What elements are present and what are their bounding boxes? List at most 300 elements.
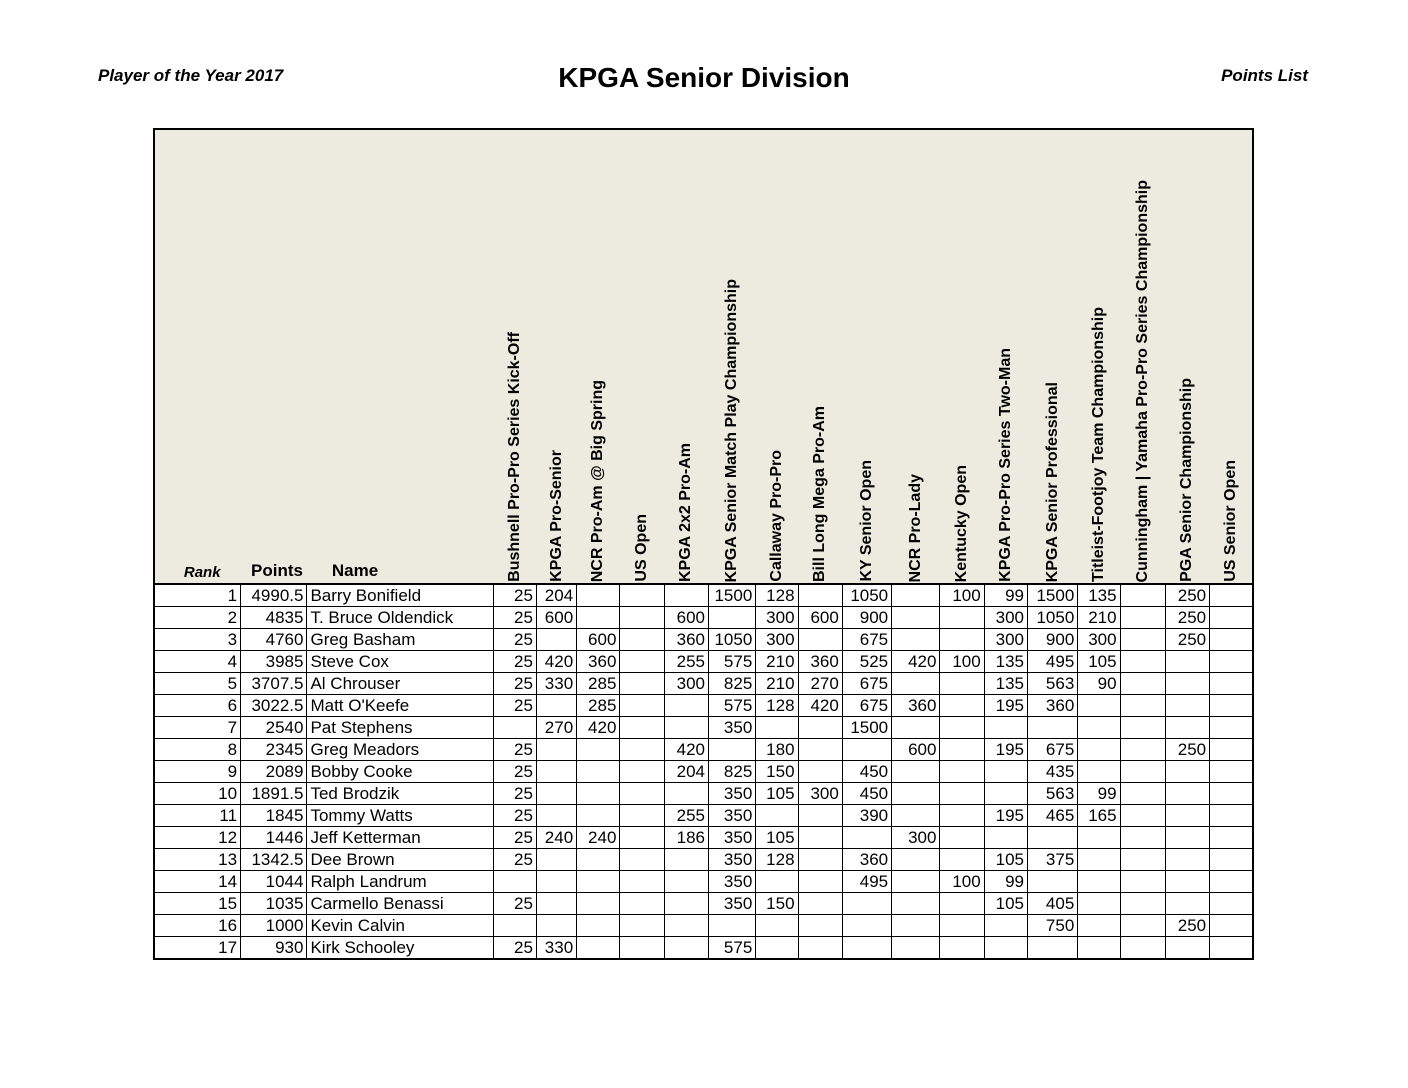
table-row xyxy=(154,893,1253,915)
score-cell: 600 xyxy=(664,607,708,629)
points-cell: 2345 xyxy=(241,739,307,761)
score-cell: 270 xyxy=(536,717,576,739)
score-cell xyxy=(756,717,798,739)
points-cell: 1035 xyxy=(241,893,307,915)
rank-cell: 3 xyxy=(154,629,241,651)
score-cell xyxy=(1210,805,1253,827)
score-cell xyxy=(892,849,940,871)
score-cell xyxy=(984,717,1027,739)
score-cell xyxy=(620,827,664,849)
page-title: KPGA Senior Division xyxy=(558,62,850,93)
score-cell xyxy=(1165,673,1209,695)
score-cell: 99 xyxy=(984,871,1027,893)
table-header-row xyxy=(154,129,1253,584)
score-cell: 675 xyxy=(1027,739,1077,761)
score-cell: 1500 xyxy=(708,584,755,607)
rank-cell: 14 xyxy=(154,871,241,893)
event-column-label: NCR Pro-Lady xyxy=(906,473,924,582)
score-cell xyxy=(1165,761,1209,783)
score-cell xyxy=(1165,783,1209,805)
score-cell: 135 xyxy=(984,651,1027,673)
score-cell: 450 xyxy=(842,783,891,805)
score-cell: 360 xyxy=(577,651,620,673)
score-cell xyxy=(1120,695,1165,717)
score-cell xyxy=(664,717,708,739)
points-cell: 2089 xyxy=(241,761,307,783)
score-cell xyxy=(1165,937,1209,960)
player-name-cell: Barry Bonifield xyxy=(307,584,493,607)
score-cell xyxy=(940,717,984,739)
score-cell xyxy=(536,783,576,805)
score-cell: 300 xyxy=(984,607,1027,629)
score-cell: 250 xyxy=(1165,629,1209,651)
score-cell xyxy=(664,783,708,805)
score-cell: 575 xyxy=(708,937,755,960)
score-cell xyxy=(1027,827,1077,849)
score-cell: 99 xyxy=(984,584,1027,607)
score-cell xyxy=(1120,651,1165,673)
player-name-cell: Greg Basham xyxy=(307,629,493,651)
score-cell xyxy=(620,805,664,827)
table-row xyxy=(154,739,1253,761)
score-cell xyxy=(798,893,842,915)
score-cell xyxy=(1027,717,1077,739)
score-cell xyxy=(1165,695,1209,717)
score-cell: 563 xyxy=(1027,783,1077,805)
event-column-header xyxy=(1165,129,1209,584)
points-cell: 1891.5 xyxy=(241,783,307,805)
score-cell xyxy=(940,805,984,827)
score-cell: 360 xyxy=(842,849,891,871)
score-cell xyxy=(1210,937,1253,960)
score-cell xyxy=(940,915,984,937)
score-cell: 405 xyxy=(1027,893,1077,915)
score-cell: 300 xyxy=(892,827,940,849)
score-cell: 150 xyxy=(756,893,798,915)
score-cell xyxy=(798,629,842,651)
score-cell: 210 xyxy=(1078,607,1120,629)
score-cell xyxy=(577,584,620,607)
score-cell xyxy=(842,893,891,915)
score-cell xyxy=(1078,761,1120,783)
score-cell xyxy=(940,849,984,871)
event-column-label: Bill Long Mega Pro-Am xyxy=(811,406,829,582)
score-cell xyxy=(1210,739,1253,761)
event-column-label: Kentucky Open xyxy=(953,464,971,582)
player-name-cell: Ralph Landrum xyxy=(307,871,493,893)
score-cell: 360 xyxy=(1027,695,1077,717)
score-cell: 99 xyxy=(1078,783,1120,805)
event-column-label: Titleist-Footjoy Team Championship xyxy=(1089,307,1107,582)
score-cell: 204 xyxy=(536,584,576,607)
score-cell xyxy=(1120,937,1165,960)
event-column-label: US Open xyxy=(633,514,651,582)
score-cell xyxy=(1210,761,1253,783)
score-cell: 25 xyxy=(493,849,536,871)
score-cell xyxy=(842,827,891,849)
score-cell: 240 xyxy=(536,827,576,849)
points-cell: 2540 xyxy=(241,717,307,739)
score-cell xyxy=(708,739,755,761)
score-cell: 105 xyxy=(1078,651,1120,673)
score-cell xyxy=(798,871,842,893)
score-cell xyxy=(1078,827,1120,849)
score-cell: 25 xyxy=(493,629,536,651)
score-cell xyxy=(577,871,620,893)
score-cell xyxy=(892,915,940,937)
rank-cell: 13 xyxy=(154,849,241,871)
score-cell: 25 xyxy=(493,584,536,607)
points-column-header: Points xyxy=(241,129,307,584)
table-row xyxy=(154,607,1253,629)
score-cell: 450 xyxy=(842,761,891,783)
rank-cell: 11 xyxy=(154,805,241,827)
report-type-label: Points List xyxy=(1221,66,1308,85)
event-column-label: NCR Pro-Am @ Big Spring xyxy=(589,379,607,582)
score-cell xyxy=(536,739,576,761)
score-cell: 600 xyxy=(892,739,940,761)
score-cell: 128 xyxy=(756,849,798,871)
score-cell xyxy=(620,673,664,695)
score-cell xyxy=(1120,629,1165,651)
score-cell xyxy=(1210,673,1253,695)
score-cell xyxy=(798,584,842,607)
score-cell xyxy=(1120,717,1165,739)
score-cell xyxy=(842,915,891,937)
score-cell: 250 xyxy=(1165,915,1209,937)
score-cell xyxy=(664,849,708,871)
score-cell: 150 xyxy=(756,761,798,783)
score-cell xyxy=(577,783,620,805)
score-cell xyxy=(1165,827,1209,849)
score-cell xyxy=(664,695,708,717)
score-cell xyxy=(577,607,620,629)
score-cell: 375 xyxy=(1027,849,1077,871)
event-column-header xyxy=(1078,129,1120,584)
event-column-header xyxy=(708,129,755,584)
event-column-label: Bushnell Pro-Pro Series Kick-Off xyxy=(505,332,523,582)
score-cell xyxy=(1120,915,1165,937)
score-cell: 250 xyxy=(1165,739,1209,761)
score-cell xyxy=(1165,651,1209,673)
report-subtitle: Player of the Year 2017 xyxy=(98,66,284,85)
event-column-header xyxy=(620,129,664,584)
score-cell: 525 xyxy=(842,651,891,673)
score-cell xyxy=(620,915,664,937)
score-cell: 1050 xyxy=(708,629,755,651)
score-cell: 25 xyxy=(493,893,536,915)
score-cell: 100 xyxy=(940,584,984,607)
score-cell: 25 xyxy=(493,937,536,960)
score-cell: 105 xyxy=(756,827,798,849)
event-column-header xyxy=(892,129,940,584)
score-cell xyxy=(892,783,940,805)
score-cell xyxy=(798,937,842,960)
score-cell xyxy=(940,893,984,915)
score-cell: 195 xyxy=(984,739,1027,761)
score-cell: 360 xyxy=(798,651,842,673)
player-name-cell: Greg Meadors xyxy=(307,739,493,761)
score-cell xyxy=(1120,584,1165,607)
score-cell: 575 xyxy=(708,651,755,673)
event-column-header xyxy=(984,129,1027,584)
score-cell xyxy=(1027,871,1077,893)
score-cell xyxy=(1165,849,1209,871)
score-cell xyxy=(620,607,664,629)
score-cell xyxy=(1165,871,1209,893)
score-cell xyxy=(1078,695,1120,717)
score-cell: 25 xyxy=(493,783,536,805)
score-cell xyxy=(536,805,576,827)
table-row xyxy=(154,871,1253,893)
score-cell xyxy=(1120,783,1165,805)
score-cell: 180 xyxy=(756,739,798,761)
table-row xyxy=(154,937,1253,960)
score-cell xyxy=(892,871,940,893)
score-cell xyxy=(940,937,984,960)
table-row xyxy=(154,717,1253,739)
player-name-cell: Bobby Cooke xyxy=(307,761,493,783)
score-cell: 900 xyxy=(1027,629,1077,651)
table-row xyxy=(154,849,1253,871)
score-cell xyxy=(536,849,576,871)
score-cell xyxy=(664,915,708,937)
score-cell: 1500 xyxy=(842,717,891,739)
score-cell xyxy=(577,849,620,871)
event-column-header xyxy=(536,129,576,584)
score-cell xyxy=(1210,651,1253,673)
score-cell: 300 xyxy=(756,629,798,651)
score-cell: 25 xyxy=(493,673,536,695)
score-cell: 210 xyxy=(756,673,798,695)
points-cell: 1000 xyxy=(241,915,307,937)
event-column-label: US Senior Open xyxy=(1221,460,1239,582)
score-cell xyxy=(940,673,984,695)
score-cell: 495 xyxy=(1027,651,1077,673)
score-cell: 25 xyxy=(493,651,536,673)
score-cell: 25 xyxy=(493,827,536,849)
score-cell xyxy=(708,915,755,937)
score-cell: 25 xyxy=(493,695,536,717)
score-cell xyxy=(1120,893,1165,915)
score-cell xyxy=(1210,827,1253,849)
table-row xyxy=(154,629,1253,651)
score-cell: 563 xyxy=(1027,673,1077,695)
event-column-header xyxy=(1120,129,1165,584)
score-cell xyxy=(892,629,940,651)
score-cell: 25 xyxy=(493,607,536,629)
event-column-label: Cunningham | Yamaha Pro-Pro Series Championship xyxy=(1133,179,1151,582)
score-cell: 600 xyxy=(798,607,842,629)
score-cell xyxy=(892,717,940,739)
score-cell xyxy=(798,717,842,739)
score-cell xyxy=(892,937,940,960)
score-cell: 330 xyxy=(536,937,576,960)
score-cell: 1500 xyxy=(1027,584,1077,607)
score-cell: 435 xyxy=(1027,761,1077,783)
event-column-label: KPGA Pro-Senior xyxy=(547,450,565,582)
score-cell: 495 xyxy=(842,871,891,893)
score-cell xyxy=(984,827,1027,849)
event-column-header xyxy=(664,129,708,584)
score-cell: 25 xyxy=(493,739,536,761)
score-cell xyxy=(1120,739,1165,761)
score-cell xyxy=(1078,739,1120,761)
score-cell xyxy=(1078,849,1120,871)
score-cell xyxy=(577,761,620,783)
score-cell xyxy=(892,805,940,827)
score-cell xyxy=(984,783,1027,805)
score-cell xyxy=(536,629,576,651)
rank-cell: 5 xyxy=(154,673,241,695)
score-cell: 204 xyxy=(664,761,708,783)
score-cell: 300 xyxy=(798,783,842,805)
player-name-cell: Kevin Calvin xyxy=(307,915,493,937)
score-cell xyxy=(620,893,664,915)
score-cell: 128 xyxy=(756,584,798,607)
points-cell: 1446 xyxy=(241,827,307,849)
event-column-label: PGA Senior Championship xyxy=(1178,378,1196,582)
score-cell: 350 xyxy=(708,717,755,739)
player-name-cell: Pat Stephens xyxy=(307,717,493,739)
score-cell xyxy=(798,739,842,761)
score-cell: 300 xyxy=(984,629,1027,651)
rank-cell: 2 xyxy=(154,607,241,629)
score-cell: 350 xyxy=(708,871,755,893)
score-cell xyxy=(940,761,984,783)
score-cell xyxy=(536,893,576,915)
score-cell xyxy=(1120,827,1165,849)
score-cell xyxy=(620,739,664,761)
score-cell: 100 xyxy=(940,651,984,673)
score-cell xyxy=(1120,673,1165,695)
score-cell xyxy=(984,915,1027,937)
event-column-label: Callaway Pro-Pro xyxy=(767,450,785,582)
points-cell: 1044 xyxy=(241,871,307,893)
score-cell: 128 xyxy=(756,695,798,717)
rank-cell: 10 xyxy=(154,783,241,805)
score-cell: 330 xyxy=(536,673,576,695)
score-cell: 250 xyxy=(1165,607,1209,629)
rank-cell: 6 xyxy=(154,695,241,717)
score-cell xyxy=(1210,783,1253,805)
score-cell: 420 xyxy=(798,695,842,717)
score-cell: 250 xyxy=(1165,584,1209,607)
score-cell: 105 xyxy=(984,893,1027,915)
score-cell: 300 xyxy=(664,673,708,695)
score-cell: 350 xyxy=(708,783,755,805)
rank-cell: 7 xyxy=(154,717,241,739)
score-cell: 240 xyxy=(577,827,620,849)
score-cell xyxy=(1078,871,1120,893)
score-cell xyxy=(1165,805,1209,827)
score-cell xyxy=(940,695,984,717)
points-cell: 1342.5 xyxy=(241,849,307,871)
score-cell xyxy=(1120,849,1165,871)
score-cell xyxy=(940,739,984,761)
score-cell: 420 xyxy=(577,717,620,739)
score-cell xyxy=(842,739,891,761)
points-cell: 3985 xyxy=(241,651,307,673)
rank-cell: 15 xyxy=(154,893,241,915)
score-cell xyxy=(536,761,576,783)
event-column-header xyxy=(1210,129,1253,584)
score-cell xyxy=(1078,717,1120,739)
score-cell: 285 xyxy=(577,673,620,695)
score-cell xyxy=(493,717,536,739)
score-cell xyxy=(620,695,664,717)
score-cell: 350 xyxy=(708,805,755,827)
score-cell xyxy=(708,607,755,629)
score-cell: 675 xyxy=(842,695,891,717)
score-cell: 300 xyxy=(756,607,798,629)
player-name-cell: Tommy Watts xyxy=(307,805,493,827)
score-cell xyxy=(620,717,664,739)
score-cell: 600 xyxy=(536,607,576,629)
score-cell: 420 xyxy=(664,739,708,761)
score-cell: 285 xyxy=(577,695,620,717)
score-cell xyxy=(1120,607,1165,629)
table-row xyxy=(154,805,1253,827)
score-cell xyxy=(1210,893,1253,915)
score-cell xyxy=(664,893,708,915)
score-cell xyxy=(892,584,940,607)
score-cell xyxy=(620,651,664,673)
score-cell: 675 xyxy=(842,673,891,695)
player-name-cell: Steve Cox xyxy=(307,651,493,673)
score-cell: 675 xyxy=(842,629,891,651)
score-cell: 600 xyxy=(577,629,620,651)
player-name-cell: Al Chrouser xyxy=(307,673,493,695)
player-name-cell: Matt O'Keefe xyxy=(307,695,493,717)
score-cell xyxy=(892,673,940,695)
rank-cell: 16 xyxy=(154,915,241,937)
points-table xyxy=(153,128,1254,960)
score-cell xyxy=(842,937,891,960)
event-column-header xyxy=(577,129,620,584)
table-body xyxy=(154,584,1253,959)
rank-cell: 9 xyxy=(154,761,241,783)
score-cell xyxy=(620,849,664,871)
rank-cell: 8 xyxy=(154,739,241,761)
score-cell xyxy=(1210,717,1253,739)
score-cell xyxy=(1165,717,1209,739)
rank-cell: 17 xyxy=(154,937,241,960)
score-cell xyxy=(984,937,1027,960)
score-cell xyxy=(620,584,664,607)
score-cell xyxy=(1210,629,1253,651)
score-cell xyxy=(756,937,798,960)
score-cell xyxy=(577,739,620,761)
score-cell: 210 xyxy=(756,651,798,673)
table-row xyxy=(154,584,1253,607)
player-name-cell: Dee Brown xyxy=(307,849,493,871)
player-name-cell: Kirk Schooley xyxy=(307,937,493,960)
score-cell xyxy=(940,629,984,651)
score-cell: 25 xyxy=(493,761,536,783)
score-cell xyxy=(536,915,576,937)
event-column-label: KY Senior Open xyxy=(857,460,875,582)
table-row xyxy=(154,915,1253,937)
score-cell: 1050 xyxy=(1027,607,1077,629)
score-cell: 100 xyxy=(940,871,984,893)
score-cell xyxy=(1078,893,1120,915)
score-cell xyxy=(577,915,620,937)
event-column-label: KPGA Senior Match Play Championship xyxy=(723,278,741,582)
event-column-label: KPGA Senior Professional xyxy=(1043,381,1061,582)
score-cell xyxy=(892,893,940,915)
score-cell xyxy=(1210,915,1253,937)
